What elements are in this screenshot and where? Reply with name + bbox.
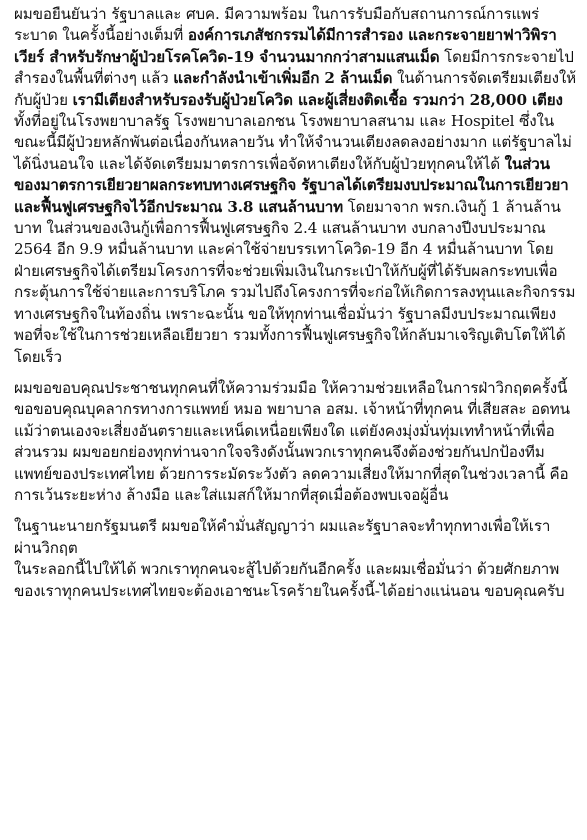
text-segment-bold: ในส่วนของมาตรการเยียวยาผลกระทบทางเศรษฐกิจ รัฐบาลได้เตรียมงบประมาณในการเยียวยาและฟื้นฟูเศรษฐกิจไว้อีกประมาณ 3.8 แสนล้านบาท — [14, 154, 569, 216]
paragraph-spacer — [14, 506, 576, 516]
text-segment: ผมขอขอบคุณประชาชนทุกคนที่ให้ความร่วมมือ ให้ความช่วยเหลือในการฝ่าวิกฤตครั้งนี้ ขอขอบคุณบุคลากรทางการแพทย์ หมอ พยาบาล อสม. เจ้าหน้าที่ทุกคน ที่เสียสละ อดทน แม้ว่าตนเองจะเสี่ยงอันตรายและเหน็ดเหนื่อยเพียงใด แต่ยังคงมุ่งมั่นทุ่มเททำหน้าที่เพื่อส่วนรวม ผมขอยกย่องทุกท่านจากใจจริงดังนั้นพวกเราทุกคนจึงต้องช่วยกันปกป้องทีมแพทย์ของประเทศไทย ด้วยการระมัดระวังตัว ลดความเสี่ยงให้มากที่สุดในช่วงเวลานี้ คือการเว้นระยะห่าง ล้างมือ และใส่แมสก์ให้มากที่สุดเมื่อต้องพบเจอผู้อื่น — [14, 378, 570, 504]
text-segment: ทั้งที่อยู่ในโรงพยาบาลรัฐ โรงพยาบาลเอกชน โรงพยาบาลสนาม และ Hospitel ซึ่งในขณะนี้มีผู้ป่วยหลักพันต่อเนื่องกันหลายวัน ทำให้จำนวนเตียงลดลงอย่างมาก แต่รัฐบาลไม่ได้นิ่งนอนใจ และได้จัดเตรียมมาตรการเพื่อจัดหาเตียงให้กับผู้ป่วยทุกคนให้ได้ — [14, 112, 572, 173]
text-segment-bold: องค์การเภสัชกรรมได้มีการสำรอง และกระจายยาฟาวิพิราเวียร์ สำหรับรักษาผู้ป่วยโรคโควิด-19 จำนวนมากกว่าสามแสนเม็ด — [14, 26, 557, 66]
text-segment: โดยมีการกระจายไปสำรองในพื้นที่ต่างๆ แล้ว — [14, 47, 574, 88]
text-segment: โดยมาจาก พรก.เงินกู้ 1 ล้านล้านบาท ในส่วนของเงินกู้เพื่อการฟื้นฟูเศรษฐกิจ 2.4 แสนล้านบาท งบกลางปีงบประมาณ 2564 อีก 9.9 หมื่นล้านบาท และค่าใช้จ่ายบรรเทาโควิด-19 อีก 4 หมื่นล้านบาท โดยฝ่ายเศรษฐกิจได้เตรียมโครงการที่จะช่วยเพิ่มเงินในกระเป๋าให้กับผู้ที่ได้รับผลกระทบเพื่อกระตุ้นการใช้จ่ายและการบริโภค รวมไปถึงโครงการที่จะก่อให้เกิดการลงทุนและกิจกรรมทางเศรษฐกิจในท้องถิ่น เพราะฉะนั้น ขอให้ทุกท่านเชื่อมั่นว่า รัฐบาลมีงบประมาณเพียงพอที่จะใช้ในการช่วยเหลือเยียวยา รวมทั้งการฟื้นฟูเศรษฐกิจให้กลับมาเจริญเติบโตให้ได้โดยเร็ว — [14, 197, 576, 366]
text-segment: ในระลอกนี้ไปให้ได้ พวกเราทุกคนจะสู้ไปด้วยกันอีกครั้ง และผมเชื่อมั่นว่า ด้วยศักยภาพของเราทุกคนประเทศไทยจะต้องเอาชนะโรคร้ายในครั้งนี้-ได้อย่างแน่นอน ขอบคุณครับ — [14, 560, 565, 600]
text-segment-bold: และกำลังนำเข้าเพิ่มอีก 2 ล้านเม็ด — [173, 69, 393, 88]
paragraph-promise — [14, 516, 576, 559]
text-segment: ผมขอยืนยันว่า รัฐบาลและ ศบค. มีความพร้อม ในการรับมือกับสถานการณ์การแพร่ระบาด ในครั้งนี้อย่างเต็มที่ — [14, 5, 540, 45]
text-segment: ในด้านการจัดเตรียมเตียงให้กับผู้ป่วย — [14, 69, 576, 109]
paragraph-closing — [14, 559, 576, 602]
text-segment-bold: เรามีเตียงสำหรับรองรับผู้ป่วยโควิด และผู้เสี่ยงติดเชื้อ รวมกว่า 28,000 เตียง — [72, 90, 563, 109]
text-segment: ในฐานะนายกรัฐมนตรี ผมขอให้คำมั่นสัญญาว่า ผมและรัฐบาลจะทำทุกทางเพื่อให้เราผ่านวิกฤต — [14, 517, 551, 557]
paragraph-thanks — [14, 378, 576, 506]
statement-document — [14, 4, 576, 602]
paragraph-preparedness — [14, 4, 576, 368]
paragraph-spacer — [14, 368, 576, 378]
